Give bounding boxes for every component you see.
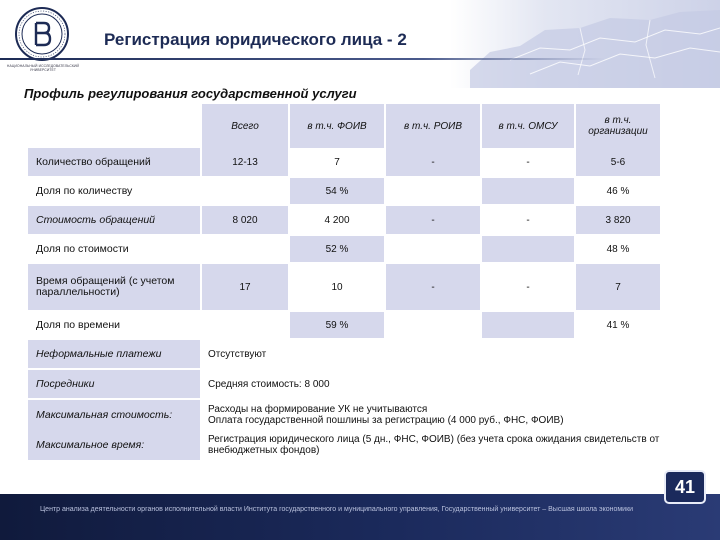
footer-text: Центр анализа деятельности органов исполнительной власти Института государственного и муниципального управления, Государственный университет – Высшая школа экономики: [40, 505, 634, 513]
column-header: в т.ч. ФОИВ: [290, 104, 384, 148]
table-cell-empty: [386, 178, 480, 204]
table-cell-empty: [202, 178, 288, 204]
table-cell: 46 %: [606, 185, 630, 197]
table-cell-empty: [482, 312, 574, 338]
table-cell: 41 %: [606, 319, 630, 331]
table-cell: 48 %: [606, 243, 630, 255]
table-text-cell: Расходы на формирование УК не учитываются Оплата государственной пошлины за регистрацию (4 000 руб., ФНС, ФОИВ): [208, 404, 564, 426]
table-cell: 54 %: [290, 178, 384, 204]
row-label: Доля по стоимости: [36, 242, 129, 255]
column-header: в т.ч. организации: [576, 104, 660, 148]
table-cell: 17: [202, 264, 288, 310]
row-label: Стоимость обращений: [28, 206, 200, 234]
column-header: в т.ч. РОИВ: [386, 104, 480, 148]
header: [0, 0, 720, 72]
row-label: Максимальное время:: [28, 430, 200, 460]
table-cell-empty: [386, 236, 480, 262]
table-text-cell: Отсутствуют: [208, 348, 267, 360]
table-cell: -: [526, 156, 530, 168]
map-background: [450, 0, 720, 88]
table-cell: 8 020: [202, 206, 288, 234]
section-subtitle: Профиль регулирования государственной услуги: [24, 86, 357, 101]
row-label: Доля по времени: [36, 318, 120, 331]
table-cell: 12-13: [202, 148, 288, 176]
table-cell: 10: [331, 281, 343, 293]
table-cell: 7: [576, 264, 660, 310]
row-label: Посредники: [28, 370, 200, 398]
table-cell: -: [386, 148, 480, 176]
table-cell-empty: [202, 236, 288, 262]
header-divider: [0, 58, 605, 60]
table-text-cell: Регистрация юридического лица (5 дн., ФНС, ФОИВ) (без учета срока ожидания свидетельств от внебюджетных фондов): [208, 434, 660, 456]
table-text-cell: Средняя стоимость: 8 000: [208, 378, 330, 390]
logo-caption: НАЦИОНАЛЬНЫЙ ИССЛЕДОВАТЕЛЬСКИЙ УНИВЕРСИТЕТ: [6, 64, 80, 72]
table-cell: 5-6: [576, 148, 660, 176]
slide-title: Регистрация юридического лица - 2: [104, 30, 407, 49]
page-number: 41: [664, 470, 706, 504]
table-cell: 4 200: [324, 214, 350, 226]
row-label: Максимальная стоимость:: [28, 400, 200, 430]
table-cell: 3 820: [576, 206, 660, 234]
table-cell: -: [386, 206, 480, 234]
table-cell: -: [526, 281, 530, 293]
table-cell: -: [386, 264, 480, 310]
row-label: Количество обращений: [28, 148, 200, 176]
table-cell: 7: [334, 156, 340, 168]
column-header: в т.ч. ОМСУ: [482, 104, 574, 148]
table-cell: -: [526, 214, 530, 226]
table-cell-empty: [482, 236, 574, 262]
row-label: Неформальные платежи: [28, 340, 200, 368]
column-header: Всего: [202, 104, 288, 148]
table-cell: 52 %: [290, 236, 384, 262]
table-cell: 59 %: [290, 312, 384, 338]
table-cell-empty: [202, 312, 288, 338]
row-label: Время обращений (с учетом параллельности): [28, 264, 200, 310]
row-label: Доля по количеству: [36, 184, 133, 197]
university-logo: [14, 6, 70, 62]
table-cell-empty: [386, 312, 480, 338]
table-cell-empty: [482, 178, 574, 204]
